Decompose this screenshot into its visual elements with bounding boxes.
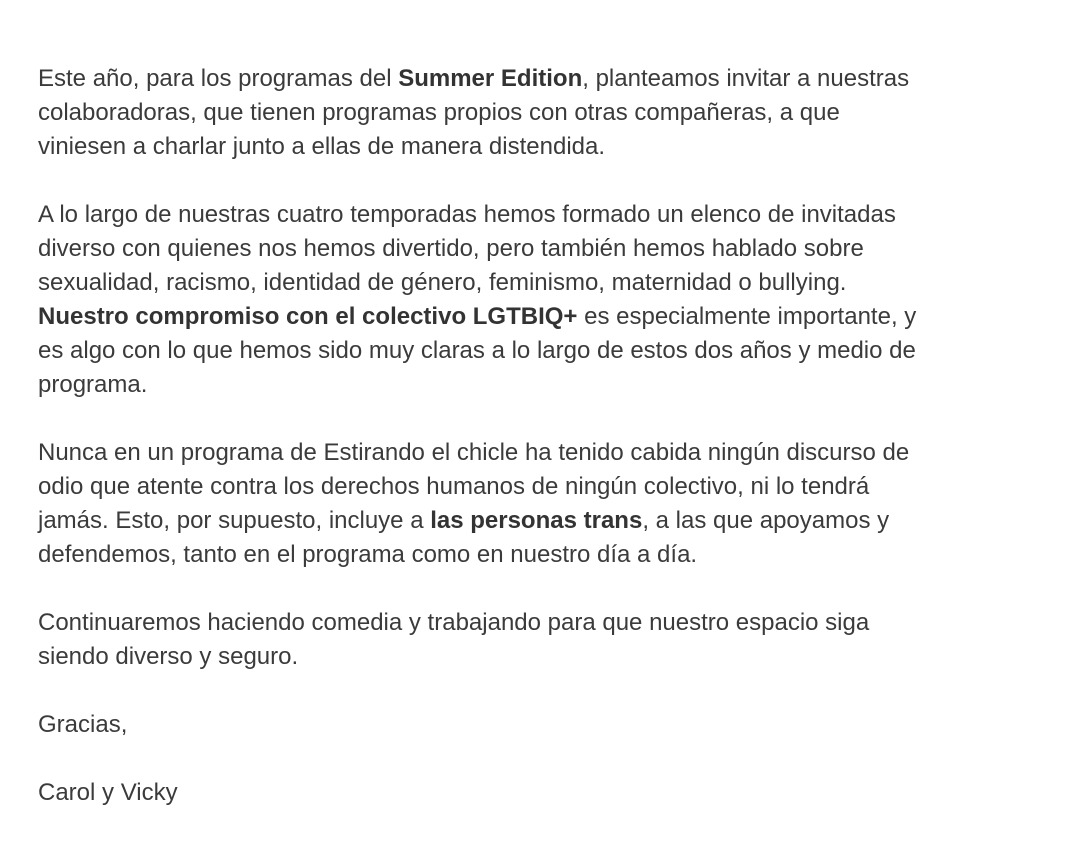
text-line: colaboradoras, que tienen programas propios con otras compañeras, a que xyxy=(38,99,840,126)
paragraph-no-hate-speech xyxy=(38,436,1048,572)
text-run: jamás. Esto, por supuesto, incluye a xyxy=(38,507,431,534)
closing xyxy=(38,708,1048,742)
paragraph-summer-edition xyxy=(38,62,1048,164)
bold-text-summer-edition: Summer Edition xyxy=(398,65,583,92)
text-line: Nunca en un programa de Estirando el chicle ha tenido cabida ningún discurso de xyxy=(38,439,910,466)
text-line xyxy=(38,62,1048,96)
text-run: , a las que apoyamos y xyxy=(642,507,890,534)
text-run: , planteamos invitar a nuestras xyxy=(582,65,910,92)
text-line: A lo largo de nuestras cuatro temporadas hemos formado un elenco de invitadas xyxy=(38,201,896,228)
text-run: es especialmente importante, y xyxy=(577,303,917,330)
paragraph-continue xyxy=(38,606,1048,674)
bold-text-lgtbiq: Nuestro compromiso con el colectivo LGTBIQ+ xyxy=(38,303,578,330)
text-line: Continuaremos haciendo comedia y trabajando para que nuestro espacio siga xyxy=(38,609,870,636)
signature-text: Carol y Vicky xyxy=(38,779,178,806)
text-line: sexualidad, racismo, identidad de género, feminismo, maternidad o bullying. xyxy=(38,269,847,296)
text-line xyxy=(38,504,1048,538)
statement-document xyxy=(38,62,1048,810)
text-line: siendo diverso y seguro. xyxy=(38,643,299,670)
text-line: viniesen a charlar junto a ellas de manera distendida. xyxy=(38,133,606,160)
closing-text: Gracias, xyxy=(38,711,128,738)
signature xyxy=(38,776,1048,810)
bold-text-trans-people: las personas trans xyxy=(430,507,643,534)
text-line: es algo con lo que hemos sido muy claras a lo largo de estos dos años y medio de xyxy=(38,337,916,364)
text-line: odio que atente contra los derechos humanos de ningún colectivo, ni lo tendrá xyxy=(38,473,870,500)
text-line: defendemos, tanto en el programa como en nuestro día a día. xyxy=(38,541,698,568)
text-run: Este año, para los programas del xyxy=(38,65,399,92)
text-line xyxy=(38,300,1048,334)
paragraph-commitment xyxy=(38,198,1048,402)
text-line: programa. xyxy=(38,371,148,398)
text-line: diverso con quienes nos hemos divertido, pero también hemos hablado sobre xyxy=(38,235,864,262)
